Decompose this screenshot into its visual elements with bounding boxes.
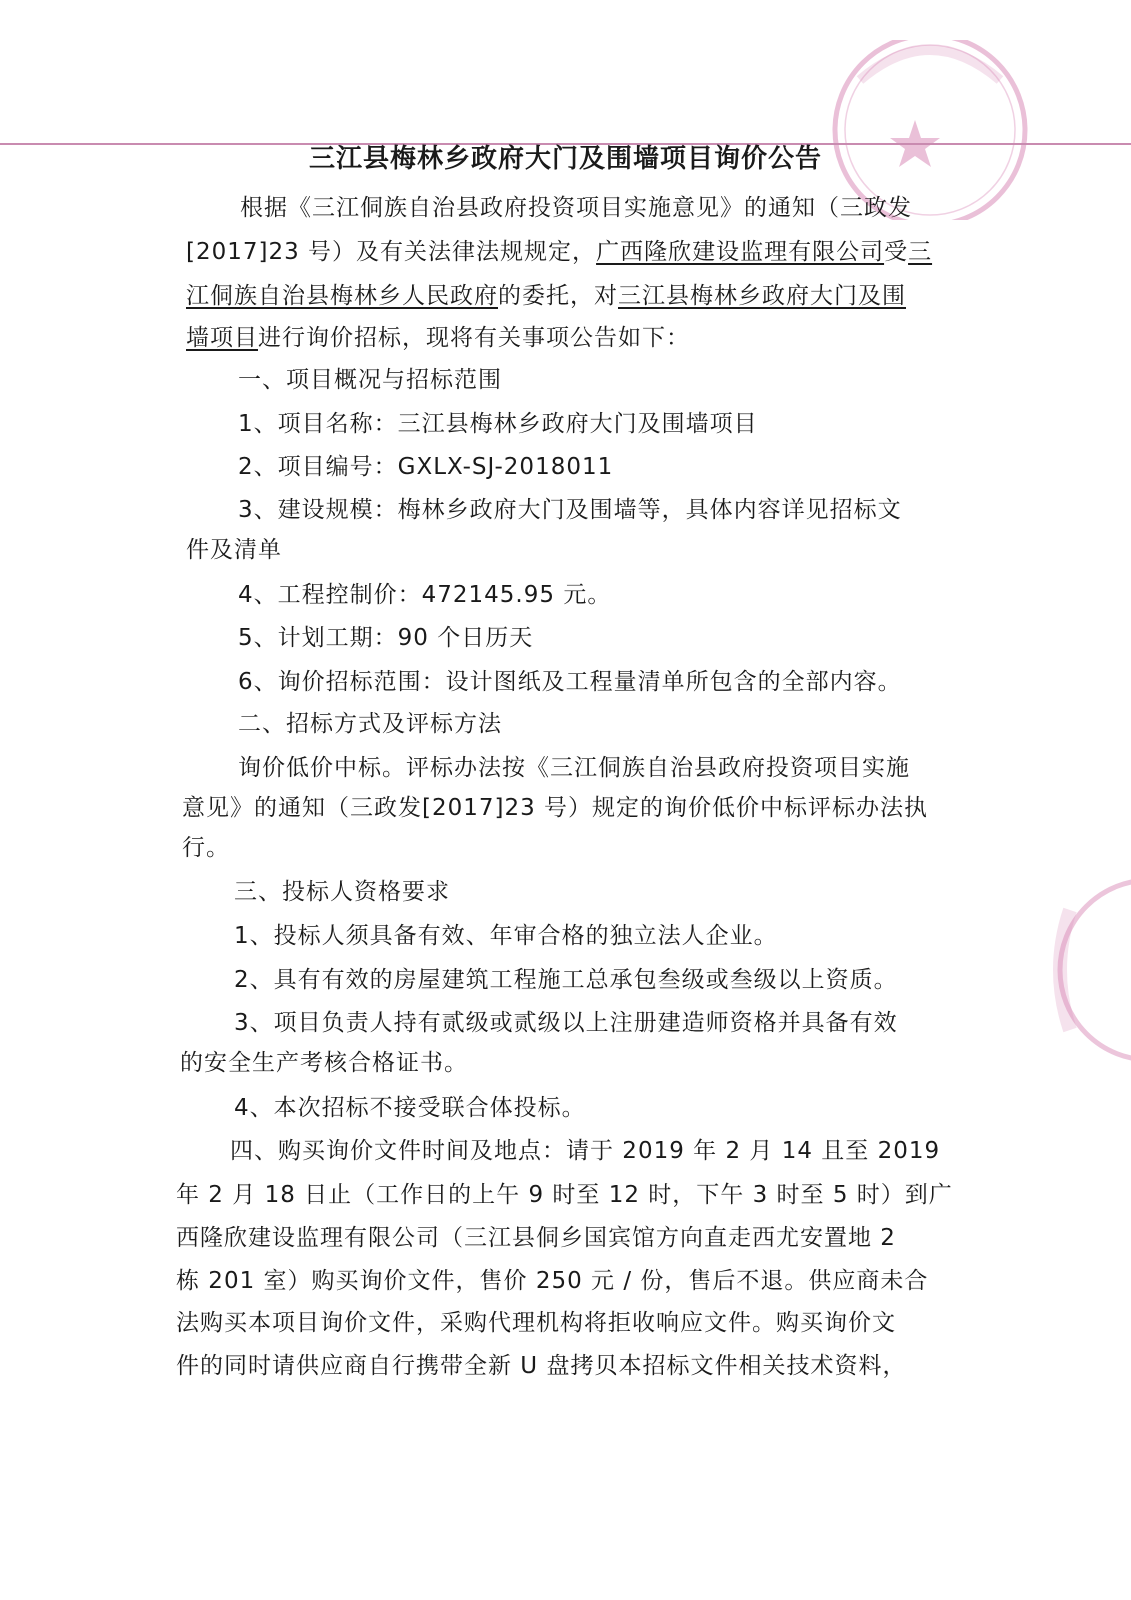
project-name: 墙项目	[186, 325, 258, 351]
section-1-item-3-cont: 件及清单	[186, 537, 282, 563]
section-1-item-1: 1、项目名称：三江县梅林乡政府大门及围墙项目	[238, 411, 758, 437]
intro-text: 进行询价招标，现将有关事项公告如下：	[258, 325, 690, 351]
section-1-item-3: 3、建设规模：梅林乡政府大门及围墙等，具体内容详见招标文	[238, 497, 902, 523]
section-4-line-1: 四、购买询价文件时间及地点：请于 2019 年 2 月 14 且至 2019	[230, 1138, 941, 1164]
section-4-line-5: 法购买本项目询价文件，采购代理机构将拒收响应文件。购买询价文	[176, 1310, 896, 1336]
section-3-item-3: 3、项目负责人持有贰级或贰级以上注册建造师资格并具备有效	[234, 1010, 898, 1036]
project-name: 三江县梅林乡政府大门及围	[618, 283, 906, 309]
section-1-item-4: 4、工程控制价：472145.95 元。	[238, 582, 612, 608]
section-2-heading: 二、招标方式及评标方法	[238, 711, 502, 737]
intro-text: 受	[884, 239, 909, 265]
intro-line-3	[186, 276, 966, 316]
intro-line-2	[186, 232, 966, 272]
section-2-line-2: 意见》的通知（三政发[2017]23 号）规定的询价低价中标评标办法执	[182, 795, 929, 821]
intro-line-4	[186, 318, 966, 358]
section-2-line-1: 询价低价中标。评标办法按《三江侗族自治县政府投资项目实施	[238, 755, 910, 781]
section-1-item-5: 5、计划工期：90 个日历天	[238, 625, 534, 651]
section-1-item-6: 6、询价招标范围：设计图纸及工程量清单所包含的全部内容。	[238, 669, 902, 695]
section-3-item-3-cont: 的安全生产考核合格证书。	[180, 1050, 468, 1076]
section-3-item-2: 2、具有有效的房屋建筑工程施工总承包叁级或叁级以上资质。	[234, 967, 898, 993]
client-name: 三	[908, 239, 933, 265]
section-3-item-1: 1、投标人须具备有效、年审合格的独立法人企业。	[234, 923, 778, 949]
section-1-heading: 一、项目概况与招标范围	[238, 367, 502, 393]
document-title: 三江县梅林乡政府大门及围墙项目询价公告	[308, 144, 822, 174]
section-4-line-4: 栋 201 室）购买询价文件，售价 250 元 / 份，售后不退。供应商未合	[176, 1268, 929, 1294]
section-3-item-4: 4、本次招标不接受联合体投标。	[234, 1095, 586, 1121]
intro-line-1: 根据《三江侗族自治县政府投资项目实施意见》的通知（三政发	[240, 195, 912, 221]
section-4-line-3: 西隆欣建设监理有限公司（三江县侗乡国宾馆方向直走西尤安置地 2	[176, 1225, 896, 1251]
intro-text: [2017]23 号）及有关法律法规规定，	[186, 239, 597, 265]
section-1-item-2: 2、项目编号：GXLX-SJ-2018011	[238, 454, 614, 480]
section-4-line-2: 年 2 月 18 日止（工作日的上午 9 时至 12 时，下午 3 时至 5 时）到广	[176, 1182, 953, 1208]
section-2-line-3: 行。	[182, 835, 230, 861]
intro-text: 的委托，对	[498, 283, 618, 309]
client-name: 江侗族自治县梅林乡人民政府	[186, 283, 498, 309]
agency-name: 广西隆欣建设监理有限公司	[596, 239, 885, 265]
section-4-line-6: 件的同时请供应商自行携带全新 U 盘拷贝本招标文件相关技术资料，	[176, 1353, 907, 1379]
section-3-heading: 三、投标人资格要求	[234, 879, 450, 905]
official-seal-edge	[1040, 870, 1131, 1070]
